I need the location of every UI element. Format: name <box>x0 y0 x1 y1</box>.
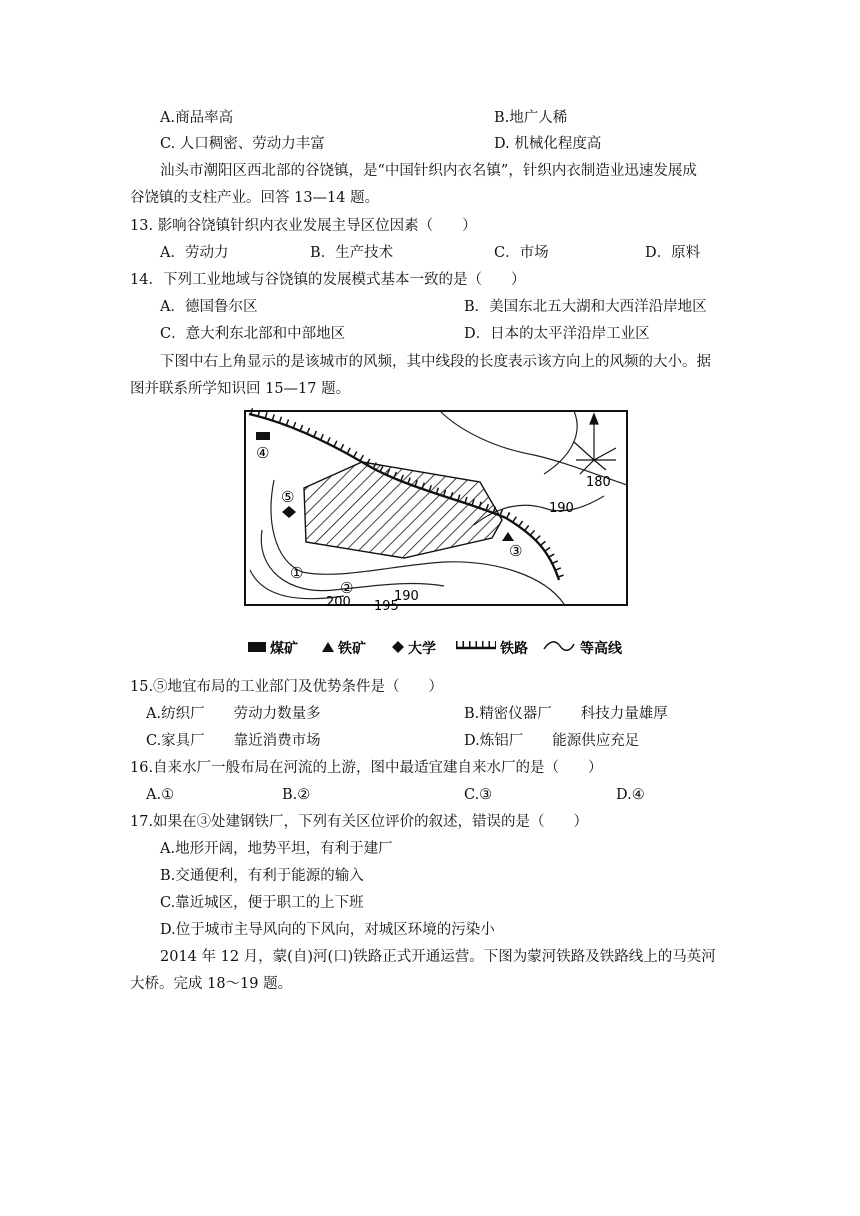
legend-iron: 铁矿 <box>338 641 366 657</box>
q13-stem: 13. 影响谷饶镇针织内衣业发展主导区位因素（ ） <box>130 218 477 234</box>
contour-label-190-top: 190 <box>549 501 574 516</box>
site-label-1: ① <box>290 564 304 582</box>
site-label-2: ② <box>340 579 354 597</box>
q13-option-c: C．市场 <box>494 245 549 261</box>
passage-railway-line-1: 2014 年 12 月，蒙(自)河(口)铁路正式开通运营。下图为蒙河铁路及铁路线上的马英河 <box>160 949 716 965</box>
passage-gurao-line-2: 谷饶镇的支柱产业。回答 13—14 题。 <box>130 190 380 206</box>
q17-option-c: C.靠近城区，便于职工的上下班 <box>160 895 364 911</box>
site-label-3: ③ <box>509 542 523 560</box>
passage-gurao-line-1: 汕头市潮阳区西北部的谷饶镇，是“中国针织内衣名镇”，针织内衣制造业迅速发展成 <box>160 163 697 179</box>
q15-option-a: A.纺织厂 劳动力数量多 <box>146 706 321 722</box>
q13-option-d: D．原料 <box>645 245 701 261</box>
q16-option-b: B.② <box>282 787 311 803</box>
q17-option-a: A.地形开阔，地势平坦，有利于建厂 <box>160 841 393 857</box>
contour-label-200: 200 <box>326 595 351 610</box>
legend-contour: 等高线 <box>580 641 622 657</box>
q16-stem: 16.自来水厂一般布局在河流的上游，图中最适宜建自来水厂的是（ ） <box>130 760 603 776</box>
passage-map-line-1: 下图中右上角显示的是该城市的风频，其中线段的长度表示该方向上的风频的大小。据 <box>160 354 711 370</box>
contour-label-180: 180 <box>586 475 611 490</box>
q12-option-d: D. 机械化程度高 <box>494 136 602 152</box>
q16-option-a: A.① <box>146 787 175 803</box>
contour-label-190-bottom: 190 <box>394 589 419 604</box>
map-legend <box>244 634 628 660</box>
site-label-4: ④ <box>256 444 270 462</box>
q15-option-c: C.家具厂 靠近消费市场 <box>146 733 321 749</box>
coal-mine-icon <box>256 432 270 440</box>
passage-railway-line-2: 大桥。完成 18～19 题。 <box>130 976 293 992</box>
q12-option-c: C. 人口稠密、劳动力丰富 <box>160 136 325 152</box>
q12-option-a: A.商品率高 <box>160 110 234 126</box>
q16-option-c: C.③ <box>464 787 493 803</box>
q12-option-b: B.地广人稀 <box>494 110 568 126</box>
q16-option-d: D.④ <box>616 787 645 803</box>
q14-stem: 14．下列工业地域与谷饶镇的发展模式基本一致的是（ ） <box>130 272 526 288</box>
q17-stem: 17.如果在③处建钢铁厂，下列有关区位评价的叙述，错误的是（ ） <box>130 814 589 830</box>
q17-option-b: B.交通便利，有利于能源的输入 <box>160 868 364 884</box>
q13-option-b: B．生产技术 <box>310 245 394 261</box>
city-contour-map <box>244 410 628 614</box>
q13-option-a: A．劳动力 <box>160 245 229 261</box>
legend-railway: 铁路 <box>500 641 528 657</box>
q17-option-d: D.位于城市主导风向的下风向，对城区环境的污染小 <box>160 922 495 938</box>
contour-label-195: 195 <box>374 599 399 614</box>
passage-map-line-2: 图并联系所学知识回 15—17 题。 <box>130 381 351 397</box>
legend-coal: 煤矿 <box>270 641 298 657</box>
q15-option-d: D.炼铝厂 能源供应充足 <box>464 733 640 749</box>
legend-university: 大学 <box>408 641 436 657</box>
q15-option-b: B.精密仪器厂 科技力量雄厚 <box>464 706 668 722</box>
q14-option-a: A．德国鲁尔区 <box>160 299 258 315</box>
q14-option-d: D．日本的太平洋沿岸工业区 <box>464 326 650 342</box>
q14-option-c: C．意大利东北部和中部地区 <box>160 326 346 342</box>
q14-option-b: B．美国东北五大湖和大西洋沿岸地区 <box>464 299 707 315</box>
site-label-5: ⑤ <box>281 488 295 506</box>
q15-stem: 15.⑤地宜布局的工业部门及优势条件是（ ） <box>130 679 444 695</box>
